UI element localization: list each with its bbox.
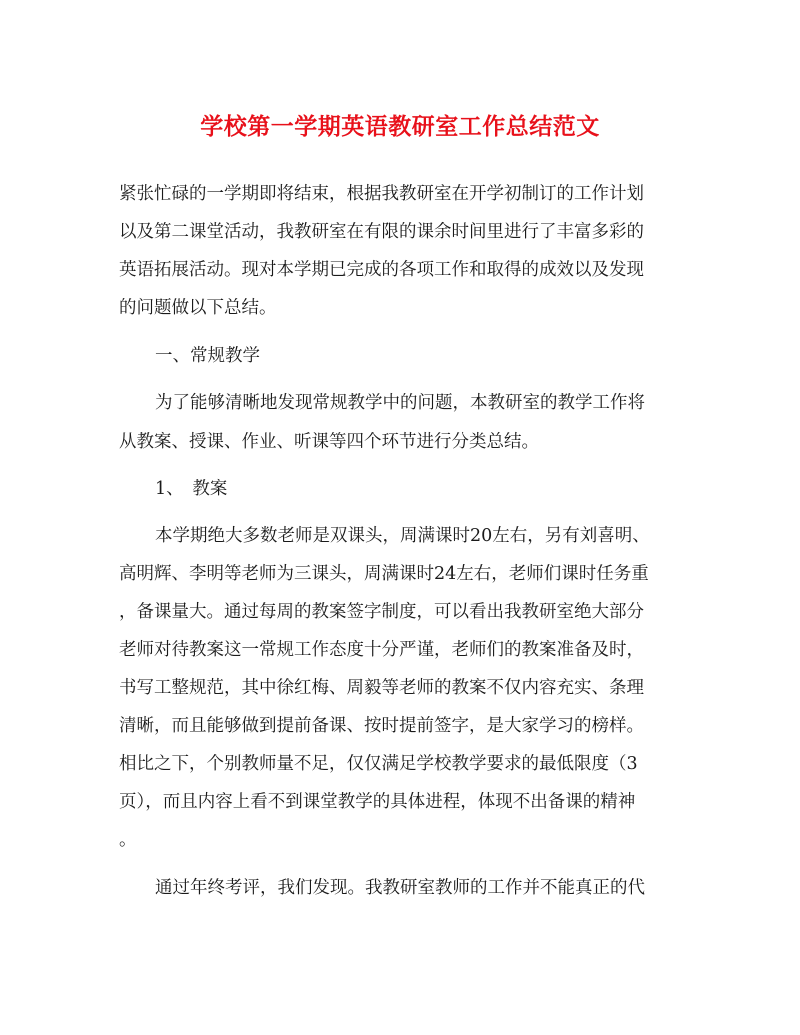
paragraph-line: 相比之下，个别教师量不足，仅仅满足学校教学要求的最低限度（3 — [119, 754, 638, 774]
paragraph-line: 以及第二课堂活动，我教研室在有限的课余时间里进行了丰富多彩的 — [119, 222, 644, 242]
paragraph-line: 书写工整规范，其中徐红梅、周毅等老师的教案不仅内容充实、条理 — [119, 678, 644, 698]
document-title: 学校第一学期英语教研室工作总结范文 — [200, 113, 600, 140]
paragraph-line: 通过年终考评，我们发现。我教研室教师的工作并不能真正的代 — [155, 878, 645, 898]
paragraph-line: 页），而且内容上看不到课堂教学的具体进程，体现不出备课的精神 — [119, 792, 636, 812]
paragraph-line: 。 — [119, 830, 137, 850]
paragraph-line: 清晰，而且能够做到提前备课、按时提前签字，是大家学习的榜样。 — [119, 716, 644, 736]
subsection-heading: 1、 教案 — [155, 479, 228, 499]
paragraph-line: 为了能够清晰地发现常规教学中的问题，本教研室的教学工作将 — [155, 393, 645, 413]
paragraph-line: 的问题做以下总结。 — [119, 298, 277, 318]
section-heading: 一、常规教学 — [155, 346, 260, 366]
paragraph-line: 紧张忙碌的一学期即将结束，根据我教研室在开学初制订的工作计划 — [119, 184, 644, 204]
paragraph-line: 高明辉、李明等老师为三课头，周满课时24左右，老师们课时任务重 — [119, 564, 649, 584]
paragraph-line: 本学期绝大多数老师是双课头，周满课时20左右，另有刘喜明、 — [155, 526, 650, 546]
paragraph-line: 英语拓展活动。现对本学期已完成的各项工作和取得的成效以及发现 — [119, 260, 644, 280]
paragraph-line: 老师对待教案这一常规工作态度十分严谨，老师们的教案准备及时， — [119, 640, 644, 660]
paragraph-line: ，备课量大。通过每周的教案签字制度，可以看出我教研室绝大部分 — [119, 602, 644, 622]
paragraph-line: 从教案、授课、作业、听课等四个环节进行分类总结。 — [119, 432, 539, 452]
